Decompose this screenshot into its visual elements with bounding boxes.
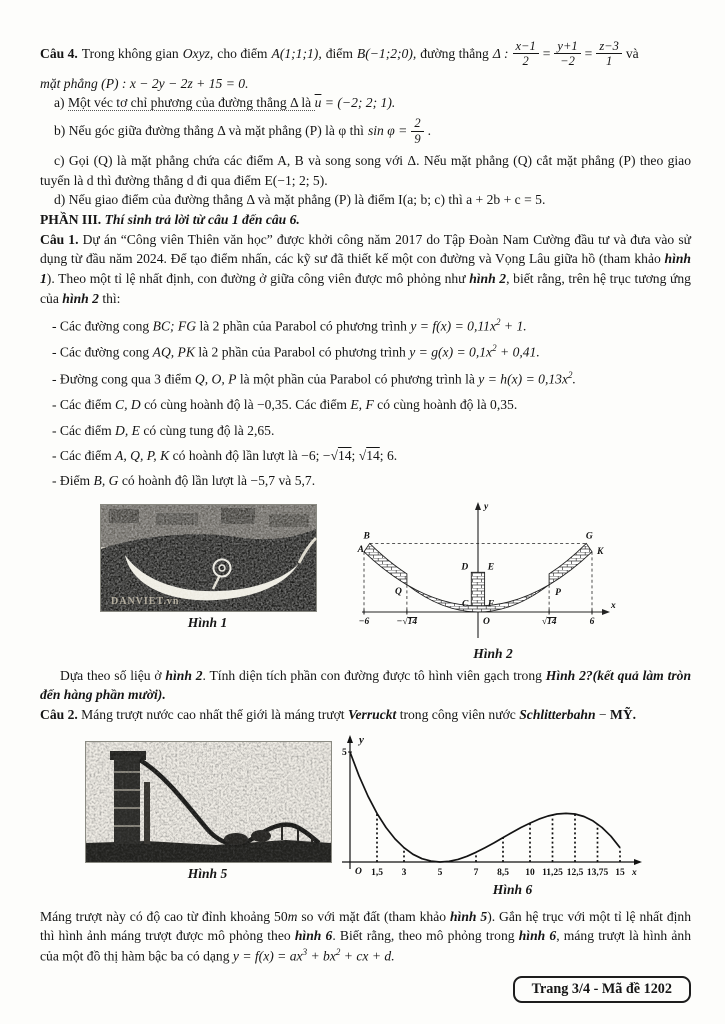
point-label: F bbox=[487, 599, 495, 610]
svg-text:5: 5 bbox=[342, 747, 347, 758]
cau4-line2: mặt phẳng (P) : x − 2y − 2z + 15 = 0. bbox=[40, 75, 249, 91]
figure-ref: hình 2 bbox=[62, 290, 99, 306]
axis-tick-label: 7 bbox=[473, 867, 479, 878]
bullet-item: - Các điểm C, D có cùng hoành độ là −0,35. Các điểm E, F có cùng hoành độ là 0,35. bbox=[52, 397, 518, 413]
svg-text:y: y bbox=[484, 501, 489, 512]
cau4-option-b: b) Nếu góc giữa đường thẳng Δ và mặt phẳng (P) là φ thì sin φ = $\frac{2}{9}$ . bbox=[54, 116, 431, 146]
fraction: $\frac{y+1}{-2}$ bbox=[554, 39, 580, 69]
point-label: C bbox=[461, 599, 469, 610]
point-label: G bbox=[585, 530, 593, 541]
radical-icon: √ bbox=[358, 447, 367, 463]
vector-u: $\overline{u}$ bbox=[314, 95, 322, 111]
axis-tick-label: 11,25 bbox=[542, 867, 563, 878]
park-aerial-photo bbox=[100, 504, 317, 612]
cau4-option-c: c) Gọi (Q) là mặt phẳng chứa các điểm A, B và song song với Δ. Nếu mặt phẳng (Q) cắt mặt phẳng (P) theo giao tuyến là d thì đường thẳng d đi qua điểm E(−1; 2; 5). bbox=[40, 152, 691, 188]
road-parabola-graph bbox=[358, 498, 628, 643]
axis-tick-label: 10 bbox=[525, 867, 535, 878]
x-axis-arrow bbox=[634, 859, 642, 865]
question-label: Câu 1. bbox=[40, 231, 79, 247]
axis-tick-label: 13,75 bbox=[586, 867, 609, 878]
page-content bbox=[40, 36, 691, 1003]
final-paragraph: Máng trượt này có độ cao từ đỉnh khoảng 50m so với mặt đất (tham khảo hình 5). Gắn hệ trục với một tỉ lệ nhất định thì hình ảnh máng trượt được mô phỏng theo hình 6. Biết rằng, theo mô phỏng trong hình 6, máng trượt là hình ảnh của một đồ thị hàm bậc ba có dạng $y = f(x) = ax^3 + bx^2$ + cx + d. bbox=[40, 908, 692, 964]
svg-text:x: x bbox=[611, 600, 616, 611]
figure-hinh2 bbox=[358, 498, 628, 662]
bullet-item: - Các điểm D, E có cùng tung độ là 2,65. bbox=[52, 422, 275, 438]
point-label: B bbox=[363, 530, 370, 541]
figure-hinh5 bbox=[85, 741, 330, 882]
cau4-heading-line: Câu 4. Trong không gian Oxyz, cho điểm A(1;1;1), điểm B(−1;2;0), đường thẳng Δ : $\frac{x-1}{2}$ = $\frac{y+1}{-2}$ = $\frac{z-3}{1}$ và bbox=[40, 39, 639, 69]
cau4-option-d: d) Nếu giao điểm của đường thẳng Δ và mặt phẳng (P) là điểm I(a; b; c) thì a + 2b + c = 5. bbox=[54, 192, 546, 208]
point-label: O bbox=[483, 616, 490, 627]
point-label: A bbox=[357, 544, 364, 555]
after-figure-question: Dựa theo số liệu ở hình 2. Tính diện tích phần con đường được tô hình viên gạch trong Hình 2?(kết quả làm tròn đến hàng phần mười). bbox=[40, 667, 692, 703]
axis-tick-label: √14 bbox=[541, 616, 557, 627]
svg-text:y: y bbox=[359, 733, 364, 746]
figures-row-1 bbox=[40, 498, 691, 666]
x-axis-arrow bbox=[602, 609, 610, 615]
radical-icon: √ bbox=[330, 447, 338, 463]
figure-hinh1 bbox=[100, 504, 315, 631]
axis-tick-label: 15 bbox=[615, 867, 625, 878]
figure-ref: hình 2 bbox=[469, 271, 507, 287]
figure-caption: Hình 6 bbox=[492, 881, 533, 897]
point-label: Q bbox=[395, 586, 402, 597]
fraction: $\frac{x-1}{2}$ bbox=[513, 39, 539, 69]
axis-tick-label: 3 bbox=[401, 867, 407, 878]
figure-ref: hình 6 bbox=[518, 928, 557, 944]
question-label: Câu 2. bbox=[40, 706, 78, 722]
part3-heading: PHẦN III. Thí sinh trả lời từ câu 1 đến câu 6. bbox=[40, 212, 300, 228]
figure-ref: hình 5 bbox=[449, 908, 488, 924]
bullet-item: - Các đường cong BC; FG là 2 phần của Parabol có phương trình $y = f(x) = 0,11x^2 + 1$. bbox=[52, 316, 527, 334]
figure-caption: Hình 1 bbox=[187, 614, 228, 630]
bullet-item: - Các đường cong AQ, PK là 2 phần của Parabol có phương trình $y = g(x) = 0,1x^2 + 0,41$. bbox=[52, 343, 540, 360]
axis-tick-label: 1,5 bbox=[371, 867, 383, 878]
page-footer-box: Trang 3/4 - Mã đề 1202 bbox=[513, 976, 691, 1003]
water-slide-photo bbox=[85, 741, 332, 863]
figures-row-2 bbox=[40, 729, 691, 907]
figure-caption: Hình 2 bbox=[473, 645, 513, 661]
fraction: $\frac{2}{9}$ bbox=[411, 116, 423, 146]
axis-tick-label: −√14 bbox=[396, 616, 418, 627]
bullet-item: - Điểm B, G có hoành độ lần lượt là −5,7 và 5,7. bbox=[52, 473, 316, 489]
y-axis-arrow bbox=[347, 735, 353, 743]
svg-text:O: O bbox=[355, 866, 362, 877]
axis-tick-label: 5 bbox=[437, 867, 443, 878]
y-axis-arrow bbox=[475, 502, 481, 510]
figure-ref: Hình 2? bbox=[545, 667, 593, 683]
figure-ref: hình 1 bbox=[40, 251, 691, 287]
point-label: P bbox=[555, 587, 561, 598]
cau2-paragraph: Câu 2. Máng trượt nước cao nhất thế giới là máng trượt Verruckt trong công viên nước Schlitterbahn − MỸ. bbox=[40, 706, 637, 722]
point-label: D bbox=[461, 561, 469, 572]
axis-tick-label: −6 bbox=[358, 616, 370, 627]
figure-ref: hình 6 bbox=[294, 928, 333, 944]
watermark: DANVIET.vn bbox=[111, 595, 180, 607]
figure-hinh6 bbox=[340, 729, 685, 898]
axis-tick-label: 6 bbox=[589, 616, 595, 627]
figure-caption: Hình 5 bbox=[187, 865, 228, 881]
cubic-curve bbox=[350, 752, 620, 862]
footer-row bbox=[40, 976, 691, 1003]
cau4-option-a: a) Một véc tơ chỉ phương của đường thẳng Δ là $\overline{u} = (-2$; 2; 1). bbox=[54, 95, 396, 111]
question-label: Câu 4. bbox=[40, 46, 78, 62]
point-label: K bbox=[597, 546, 604, 557]
fraction: $\frac{z-3}{1}$ bbox=[596, 39, 622, 69]
cubic-graph bbox=[340, 729, 685, 879]
bullet-item: - Đường cong qua 3 điểm Q, O, P là một phần của Parabol có phương trình là $y = h(x) = 0,13x^2$. bbox=[52, 370, 576, 387]
svg-text:x: x bbox=[632, 867, 637, 878]
cau1-paragraph: Câu 1. Dự án “Công viên Thiên văn học” được khởi công năm 2017 do Tập Đoàn Nam Cường đầu tư và đưa vào sử dụng từ đầu năm 2024. Để tạo điểm nhấn, các kỹ sư đã thiết kế một con đường và Vọng Lâu giữa hồ (tham khảo hình 1). Theo một tỉ lệ nhất định, con đường ở giữa công viên được mô phỏng như hình 2, biết rằng, trên hệ trục tương ứng của hình 2 thì: bbox=[40, 231, 691, 306]
point-label: E bbox=[487, 561, 495, 572]
figure-ref: hình 2 bbox=[165, 667, 203, 683]
axis-tick-label: 12,5 bbox=[566, 867, 584, 878]
axis-tick-label: 8,5 bbox=[497, 867, 509, 878]
bullet-item: - Các điểm A, Q, P, K có hoành độ lần lượt là −6; −√14; √14; 6. bbox=[52, 447, 398, 463]
